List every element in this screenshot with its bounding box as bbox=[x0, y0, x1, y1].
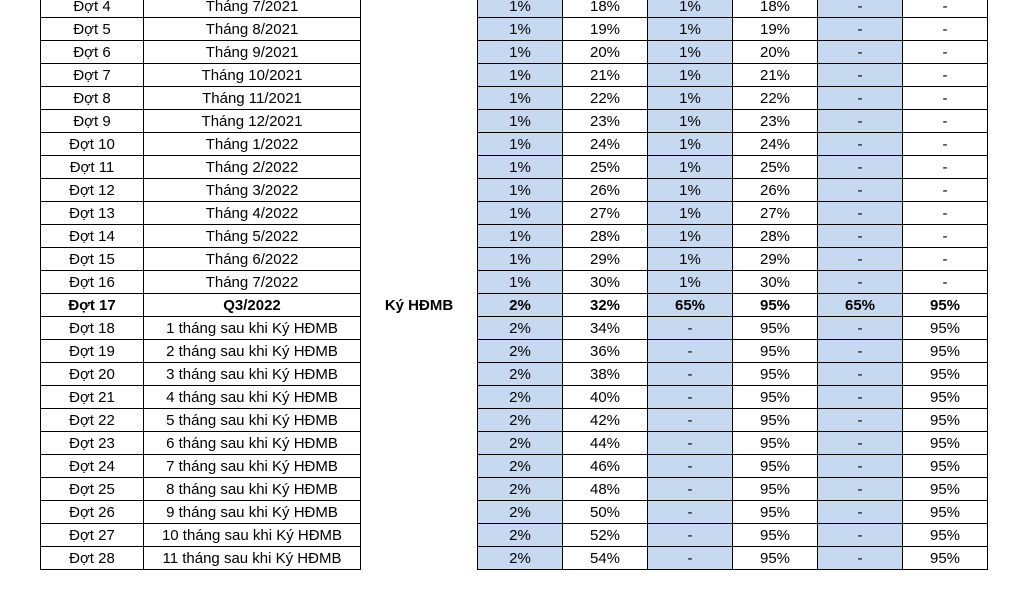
cumulative-cell: 95% bbox=[733, 340, 818, 363]
cumulative-cell: 48% bbox=[563, 478, 648, 501]
cumulative-cell: 38% bbox=[563, 363, 648, 386]
timing-cell: Tháng 7/2022 bbox=[144, 271, 361, 294]
cumulative-cell: 18% bbox=[563, 0, 648, 18]
note-cell bbox=[361, 133, 478, 156]
installment-cell: Đợt 27 bbox=[41, 524, 144, 547]
note-cell bbox=[361, 340, 478, 363]
installment-cell: Đợt 6 bbox=[41, 41, 144, 64]
timing-cell: Tháng 12/2021 bbox=[144, 110, 361, 133]
cumulative-cell: 24% bbox=[563, 133, 648, 156]
cumulative-cell: 95% bbox=[903, 501, 988, 524]
table-row bbox=[41, 501, 988, 524]
table-row bbox=[41, 524, 988, 547]
installment-cell: Đợt 17 bbox=[41, 294, 144, 317]
installment-cell: Đợt 16 bbox=[41, 271, 144, 294]
timing-cell: Tháng 11/2021 bbox=[144, 87, 361, 110]
table-row bbox=[41, 179, 988, 202]
cumulative-cell: 95% bbox=[903, 432, 988, 455]
cumulative-cell: 19% bbox=[563, 18, 648, 41]
rate-cell: 1% bbox=[478, 18, 563, 41]
cumulative-cell: 95% bbox=[733, 501, 818, 524]
cumulative-cell: 18% bbox=[733, 0, 818, 18]
rate-cell: 1% bbox=[478, 179, 563, 202]
rate-cell: - bbox=[818, 478, 903, 501]
rate-cell: - bbox=[818, 156, 903, 179]
cumulative-cell: 27% bbox=[733, 202, 818, 225]
rate-cell: 2% bbox=[478, 409, 563, 432]
cumulative-cell: 95% bbox=[903, 409, 988, 432]
timing-cell: 8 tháng sau khi Ký HĐMB bbox=[144, 478, 361, 501]
rate-cell: 2% bbox=[478, 386, 563, 409]
timing-cell: 10 tháng sau khi Ký HĐMB bbox=[144, 524, 361, 547]
cumulative-cell: 23% bbox=[733, 110, 818, 133]
cumulative-cell: 95% bbox=[733, 386, 818, 409]
cumulative-cell: 19% bbox=[733, 18, 818, 41]
note-cell bbox=[361, 225, 478, 248]
table-row bbox=[41, 0, 988, 18]
cumulative-cell: - bbox=[903, 0, 988, 18]
cumulative-cell: 95% bbox=[733, 455, 818, 478]
rate-cell: - bbox=[648, 524, 733, 547]
note-cell bbox=[361, 179, 478, 202]
rate-cell: - bbox=[648, 386, 733, 409]
table-row bbox=[41, 64, 988, 87]
cumulative-cell: 21% bbox=[563, 64, 648, 87]
installment-cell: Đợt 24 bbox=[41, 455, 144, 478]
cumulative-cell: 23% bbox=[563, 110, 648, 133]
cumulative-cell: 95% bbox=[733, 524, 818, 547]
timing-cell: Tháng 5/2022 bbox=[144, 225, 361, 248]
table-row bbox=[41, 202, 988, 225]
rate-cell: - bbox=[818, 87, 903, 110]
table-row bbox=[41, 41, 988, 64]
cumulative-cell: 25% bbox=[563, 156, 648, 179]
cumulative-cell: 22% bbox=[563, 87, 648, 110]
cumulative-cell: 44% bbox=[563, 432, 648, 455]
rate-cell: - bbox=[648, 432, 733, 455]
rate-cell: - bbox=[648, 478, 733, 501]
cumulative-cell: 95% bbox=[733, 363, 818, 386]
rate-cell: - bbox=[818, 386, 903, 409]
cumulative-cell: 95% bbox=[733, 478, 818, 501]
rate-cell: - bbox=[818, 409, 903, 432]
table-row bbox=[41, 156, 988, 179]
installment-cell: Đợt 18 bbox=[41, 317, 144, 340]
timing-cell: Tháng 4/2022 bbox=[144, 202, 361, 225]
cumulative-cell: - bbox=[903, 41, 988, 64]
table-row bbox=[41, 317, 988, 340]
rate-cell: 2% bbox=[478, 501, 563, 524]
table-row bbox=[41, 271, 988, 294]
rate-cell: - bbox=[818, 501, 903, 524]
cumulative-cell: 22% bbox=[733, 87, 818, 110]
installment-cell: Đợt 28 bbox=[41, 547, 144, 570]
table-row bbox=[41, 133, 988, 156]
cumulative-cell: 30% bbox=[733, 271, 818, 294]
table-row bbox=[41, 110, 988, 133]
table-row bbox=[41, 87, 988, 110]
rate-cell: 1% bbox=[648, 271, 733, 294]
rate-cell: 1% bbox=[648, 202, 733, 225]
table-row bbox=[41, 363, 988, 386]
timing-cell: 6 tháng sau khi Ký HĐMB bbox=[144, 432, 361, 455]
rate-cell: 1% bbox=[478, 87, 563, 110]
note-cell bbox=[361, 547, 478, 570]
installment-cell: Đợt 20 bbox=[41, 363, 144, 386]
rate-cell: 1% bbox=[648, 225, 733, 248]
rate-cell: - bbox=[818, 363, 903, 386]
note-cell bbox=[361, 363, 478, 386]
cumulative-cell: 95% bbox=[903, 524, 988, 547]
timing-cell: Tháng 8/2021 bbox=[144, 18, 361, 41]
cumulative-cell: 50% bbox=[563, 501, 648, 524]
note-cell: Ký HĐMB bbox=[361, 294, 478, 317]
cumulative-cell: 42% bbox=[563, 409, 648, 432]
note-cell bbox=[361, 409, 478, 432]
timing-cell: Tháng 7/2021 bbox=[144, 0, 361, 18]
cumulative-cell: - bbox=[903, 110, 988, 133]
rate-cell: - bbox=[818, 202, 903, 225]
rate-cell: - bbox=[818, 547, 903, 570]
timing-cell: 11 tháng sau khi Ký HĐMB bbox=[144, 547, 361, 570]
rate-cell: 1% bbox=[478, 225, 563, 248]
cumulative-cell: 95% bbox=[903, 386, 988, 409]
cumulative-cell: - bbox=[903, 248, 988, 271]
cumulative-cell: 95% bbox=[733, 294, 818, 317]
timing-cell: 4 tháng sau khi Ký HĐMB bbox=[144, 386, 361, 409]
rate-cell: - bbox=[818, 225, 903, 248]
rate-cell: - bbox=[648, 501, 733, 524]
timing-cell: 7 tháng sau khi Ký HĐMB bbox=[144, 455, 361, 478]
timing-cell: Tháng 1/2022 bbox=[144, 133, 361, 156]
rate-cell: - bbox=[648, 340, 733, 363]
rate-cell: 2% bbox=[478, 524, 563, 547]
timing-cell: 1 tháng sau khi Ký HĐMB bbox=[144, 317, 361, 340]
rate-cell: 1% bbox=[648, 179, 733, 202]
installment-cell: Đợt 21 bbox=[41, 386, 144, 409]
installment-cell: Đợt 14 bbox=[41, 225, 144, 248]
cumulative-cell: 29% bbox=[733, 248, 818, 271]
cumulative-cell: 95% bbox=[733, 432, 818, 455]
cumulative-cell: 95% bbox=[733, 317, 818, 340]
rate-cell: - bbox=[818, 133, 903, 156]
cumulative-cell: 95% bbox=[903, 294, 988, 317]
timing-cell: Tháng 3/2022 bbox=[144, 179, 361, 202]
table-row bbox=[41, 432, 988, 455]
rate-cell: - bbox=[818, 179, 903, 202]
cumulative-cell: - bbox=[903, 18, 988, 41]
rate-cell: 1% bbox=[648, 110, 733, 133]
rate-cell: - bbox=[818, 455, 903, 478]
note-cell bbox=[361, 317, 478, 340]
cumulative-cell: - bbox=[903, 64, 988, 87]
rate-cell: - bbox=[818, 110, 903, 133]
table-row bbox=[41, 18, 988, 41]
rate-cell: - bbox=[818, 64, 903, 87]
installment-cell: Đợt 9 bbox=[41, 110, 144, 133]
rate-cell: 2% bbox=[478, 340, 563, 363]
cumulative-cell: 20% bbox=[563, 41, 648, 64]
cumulative-cell: - bbox=[903, 87, 988, 110]
rate-cell: 1% bbox=[478, 271, 563, 294]
table-row bbox=[41, 409, 988, 432]
rate-cell: - bbox=[818, 271, 903, 294]
cumulative-cell: 54% bbox=[563, 547, 648, 570]
rate-cell: - bbox=[648, 547, 733, 570]
cumulative-cell: 26% bbox=[563, 179, 648, 202]
installment-cell: Đợt 4 bbox=[41, 0, 144, 18]
note-cell bbox=[361, 18, 478, 41]
installment-cell: Đợt 7 bbox=[41, 64, 144, 87]
cumulative-cell: - bbox=[903, 225, 988, 248]
cumulative-cell: 95% bbox=[903, 547, 988, 570]
installment-cell: Đợt 13 bbox=[41, 202, 144, 225]
rate-cell: 65% bbox=[818, 294, 903, 317]
table-row bbox=[41, 225, 988, 248]
installment-cell: Đợt 23 bbox=[41, 432, 144, 455]
rate-cell: 1% bbox=[648, 133, 733, 156]
note-cell bbox=[361, 501, 478, 524]
cumulative-cell: 95% bbox=[903, 478, 988, 501]
cumulative-cell: 34% bbox=[563, 317, 648, 340]
installment-cell: Đợt 26 bbox=[41, 501, 144, 524]
rate-cell: - bbox=[648, 409, 733, 432]
cumulative-cell: 25% bbox=[733, 156, 818, 179]
note-cell bbox=[361, 386, 478, 409]
cumulative-cell: 95% bbox=[903, 455, 988, 478]
note-cell bbox=[361, 478, 478, 501]
rate-cell: - bbox=[648, 455, 733, 478]
installment-cell: Đợt 10 bbox=[41, 133, 144, 156]
cumulative-cell: 36% bbox=[563, 340, 648, 363]
timing-cell: Q3/2022 bbox=[144, 294, 361, 317]
cumulative-cell: 24% bbox=[733, 133, 818, 156]
payment-schedule-table bbox=[40, 0, 988, 570]
table-row bbox=[41, 386, 988, 409]
installment-cell: Đợt 11 bbox=[41, 156, 144, 179]
cumulative-cell: 46% bbox=[563, 455, 648, 478]
table-row bbox=[41, 478, 988, 501]
cumulative-cell: 95% bbox=[903, 317, 988, 340]
rate-cell: - bbox=[818, 248, 903, 271]
cumulative-cell: 28% bbox=[733, 225, 818, 248]
note-cell bbox=[361, 524, 478, 547]
installment-cell: Đợt 8 bbox=[41, 87, 144, 110]
rate-cell: 1% bbox=[478, 248, 563, 271]
cumulative-cell: 95% bbox=[733, 547, 818, 570]
table-row bbox=[41, 294, 988, 317]
cumulative-cell: - bbox=[903, 156, 988, 179]
cumulative-cell: 40% bbox=[563, 386, 648, 409]
cumulative-cell: 29% bbox=[563, 248, 648, 271]
installment-cell: Đợt 25 bbox=[41, 478, 144, 501]
note-cell bbox=[361, 432, 478, 455]
cumulative-cell: 32% bbox=[563, 294, 648, 317]
cumulative-cell: 30% bbox=[563, 271, 648, 294]
rate-cell: 1% bbox=[478, 41, 563, 64]
rate-cell: - bbox=[818, 317, 903, 340]
note-cell bbox=[361, 455, 478, 478]
rate-cell: - bbox=[818, 432, 903, 455]
rate-cell: - bbox=[818, 41, 903, 64]
rate-cell: 1% bbox=[648, 18, 733, 41]
note-cell bbox=[361, 156, 478, 179]
installment-cell: Đợt 15 bbox=[41, 248, 144, 271]
rate-cell: - bbox=[648, 363, 733, 386]
note-cell bbox=[361, 87, 478, 110]
installment-cell: Đợt 22 bbox=[41, 409, 144, 432]
note-cell bbox=[361, 0, 478, 18]
rate-cell: 2% bbox=[478, 455, 563, 478]
cumulative-cell: 95% bbox=[733, 409, 818, 432]
cumulative-cell: - bbox=[903, 202, 988, 225]
cumulative-cell: 95% bbox=[903, 363, 988, 386]
rate-cell: - bbox=[818, 0, 903, 18]
rate-cell: 1% bbox=[478, 110, 563, 133]
rate-cell: - bbox=[818, 524, 903, 547]
timing-cell: Tháng 2/2022 bbox=[144, 156, 361, 179]
timing-cell: Tháng 10/2021 bbox=[144, 64, 361, 87]
rate-cell: 2% bbox=[478, 547, 563, 570]
rate-cell: 2% bbox=[478, 294, 563, 317]
table-row bbox=[41, 248, 988, 271]
rate-cell: 1% bbox=[648, 156, 733, 179]
rate-cell: 65% bbox=[648, 294, 733, 317]
cumulative-cell: - bbox=[903, 271, 988, 294]
timing-cell: Tháng 9/2021 bbox=[144, 41, 361, 64]
rate-cell: 2% bbox=[478, 317, 563, 340]
table-row bbox=[41, 547, 988, 570]
rate-cell: 2% bbox=[478, 432, 563, 455]
cumulative-cell: 95% bbox=[903, 340, 988, 363]
cumulative-cell: 20% bbox=[733, 41, 818, 64]
rate-cell: 1% bbox=[648, 64, 733, 87]
timing-cell: 3 tháng sau khi Ký HĐMB bbox=[144, 363, 361, 386]
installment-cell: Đợt 12 bbox=[41, 179, 144, 202]
rate-cell: 1% bbox=[648, 41, 733, 64]
rate-cell: 1% bbox=[648, 248, 733, 271]
table-body bbox=[41, 0, 988, 570]
rate-cell: - bbox=[648, 317, 733, 340]
cumulative-cell: 21% bbox=[733, 64, 818, 87]
cumulative-cell: 27% bbox=[563, 202, 648, 225]
timing-cell: 5 tháng sau khi Ký HĐMB bbox=[144, 409, 361, 432]
table-row bbox=[41, 340, 988, 363]
rate-cell: 1% bbox=[478, 156, 563, 179]
rate-cell: - bbox=[818, 340, 903, 363]
rate-cell: 1% bbox=[648, 0, 733, 18]
note-cell bbox=[361, 271, 478, 294]
table-row bbox=[41, 455, 988, 478]
installment-cell: Đợt 5 bbox=[41, 18, 144, 41]
rate-cell: 1% bbox=[478, 133, 563, 156]
note-cell bbox=[361, 202, 478, 225]
cumulative-cell: 52% bbox=[563, 524, 648, 547]
cumulative-cell: 26% bbox=[733, 179, 818, 202]
note-cell bbox=[361, 110, 478, 133]
rate-cell: 1% bbox=[478, 64, 563, 87]
rate-cell: 1% bbox=[478, 202, 563, 225]
timing-cell: 9 tháng sau khi Ký HĐMB bbox=[144, 501, 361, 524]
rate-cell: 1% bbox=[648, 87, 733, 110]
cumulative-cell: - bbox=[903, 133, 988, 156]
rate-cell: 2% bbox=[478, 363, 563, 386]
timing-cell: 2 tháng sau khi Ký HĐMB bbox=[144, 340, 361, 363]
rate-cell: 2% bbox=[478, 478, 563, 501]
installment-cell: Đợt 19 bbox=[41, 340, 144, 363]
rate-cell: - bbox=[818, 18, 903, 41]
note-cell bbox=[361, 41, 478, 64]
note-cell bbox=[361, 64, 478, 87]
rate-cell: 1% bbox=[478, 0, 563, 18]
timing-cell: Tháng 6/2022 bbox=[144, 248, 361, 271]
cumulative-cell: - bbox=[903, 179, 988, 202]
cumulative-cell: 28% bbox=[563, 225, 648, 248]
note-cell bbox=[361, 248, 478, 271]
